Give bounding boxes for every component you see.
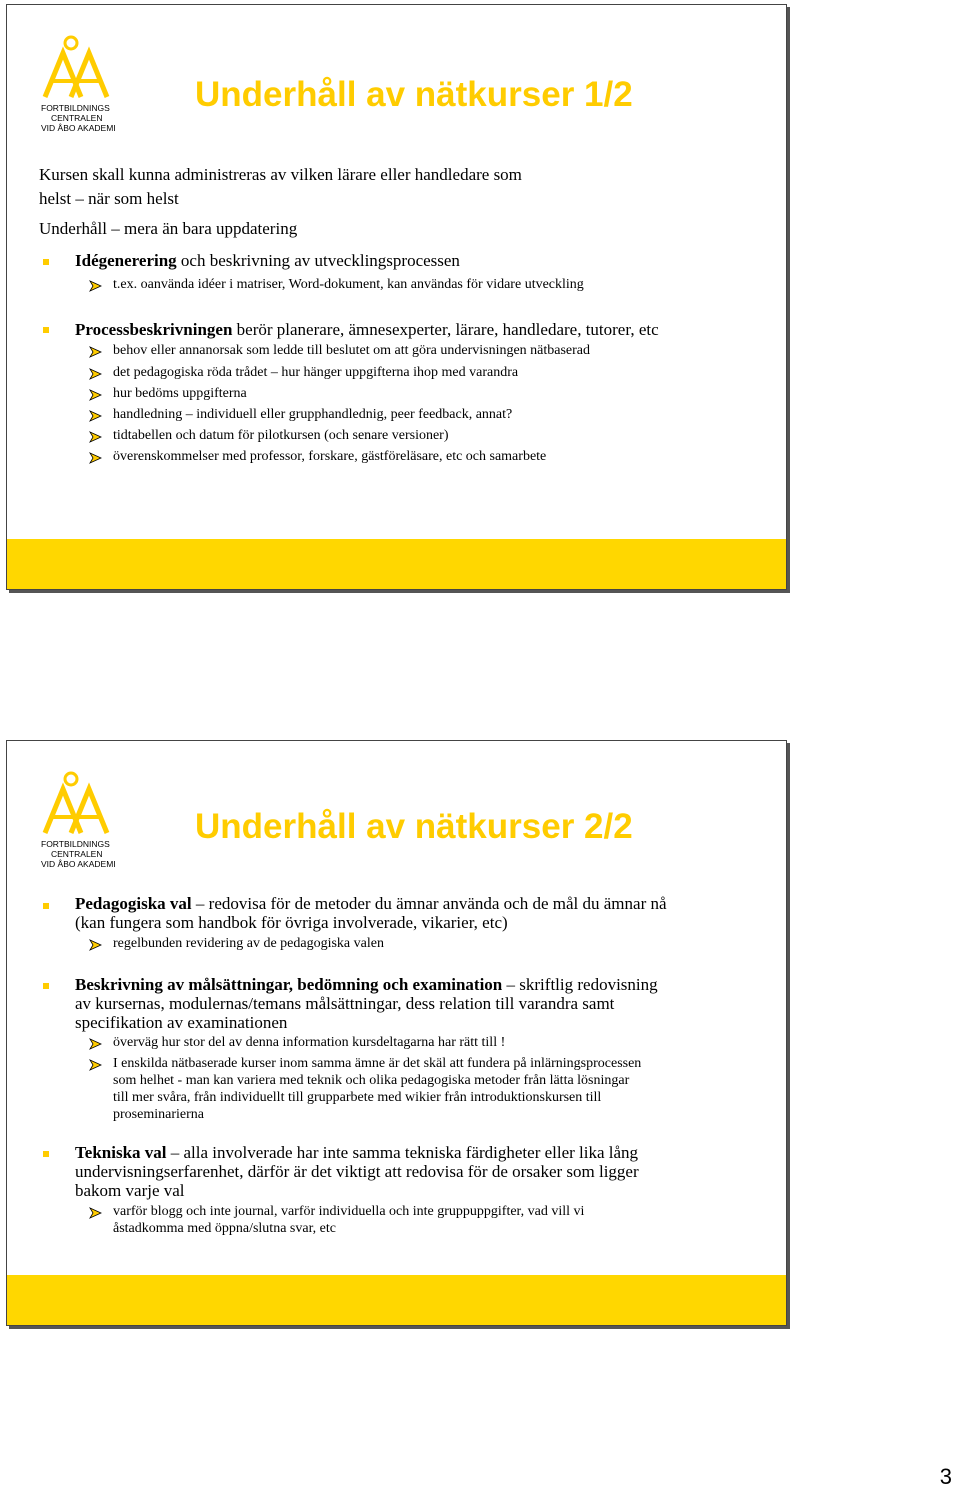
bullet-bold: Tekniska val <box>75 1143 167 1162</box>
bullet-line: bakom varje val <box>75 1181 185 1200</box>
logo-text <box>41 839 121 869</box>
arrow-bullet-icon <box>89 1058 103 1072</box>
logo-line-3: VID ÅBO AKADEMI <box>41 859 116 869</box>
bullet-line: (kan fungera som handbok för övriga involverade, vikarier, etc) <box>75 913 508 932</box>
bullet-text: – skriftlig redovisning <box>502 975 658 994</box>
arrow-bullet-icon <box>89 430 103 444</box>
sub-bullet-line: som helhet - man kan variera med teknik och olika pedagogiska metoder från lätta lösningar <box>113 1073 630 1088</box>
bullet-item <box>75 894 667 914</box>
logo-text <box>41 103 121 133</box>
slide-title: Underhåll av nätkurser 1/2 <box>195 75 633 114</box>
bullet-text: – alla involverade har inte samma tekniska färdigheter eller lika lång <box>166 1143 639 1162</box>
logo-line-3: VID ÅBO AKADEMI <box>41 123 116 133</box>
paragraph-line: Kursen skall kunna administreras av vilken lärare eller handledare som <box>39 165 522 184</box>
bullet-text: och beskrivning av utvecklingsprocessen <box>176 251 460 270</box>
sub-bullet-item: tidtabellen och datum för pilotkursen (och senare versioner) <box>113 428 449 443</box>
sub-bullet-item: regelbunden revidering av de pedagogiska valen <box>113 936 384 951</box>
slide-title: Underhåll av nätkurser 2/2 <box>195 807 633 846</box>
sub-bullet-item: det pedagogiska röda trådet – hur hänger uppgifterna ihop med varandra <box>113 365 519 380</box>
footer-bar <box>7 1275 786 1325</box>
bullet-item <box>75 1143 638 1163</box>
bullet-bold: Beskrivning av målsättningar, bedömning och examination <box>75 975 503 994</box>
aa-logo-icon <box>41 771 121 837</box>
bullet-bold: Idégenerering <box>75 251 177 270</box>
arrow-bullet-icon <box>89 938 103 952</box>
arrow-bullet-icon <box>89 409 103 423</box>
square-bullet-icon <box>43 1151 49 1157</box>
bullet-line: av kursernas, modulernas/temans målsättningar, dess relation till varandra samt <box>75 994 615 1013</box>
bullet-text: berör planerare, ämnesexperter, lärare, handledare, tutorer, etc <box>232 320 659 339</box>
bullet-item <box>75 975 658 995</box>
logo-line-2: CENTRALEN <box>51 849 103 859</box>
sub-bullet-item: varför blogg och inte journal, varför individuella och inte gruppuppgifter, vad vill vi <box>113 1204 585 1219</box>
logo-line-1: FORTBILDNINGS <box>41 839 110 849</box>
page-number: 3 <box>939 1464 952 1489</box>
logo-line-1: FORTBILDNINGS <box>41 103 110 113</box>
aa-logo-icon <box>41 35 121 101</box>
sub-bullet-item: överväg hur stor del av denna information kursdeltagarna har rätt till ! <box>113 1035 506 1050</box>
sub-bullet-item: överenskommelser med professor, forskare, gästföreläsare, etc och samarbete <box>113 449 547 464</box>
arrow-bullet-icon <box>89 279 103 293</box>
sub-bullet-line: till mer svåra, från individuellt till grupparbete med wikier från introduktionskursen till <box>113 1090 602 1105</box>
slide-2 <box>6 740 787 1326</box>
square-bullet-icon <box>43 259 49 265</box>
arrow-bullet-icon <box>89 1206 103 1220</box>
fortbildningscentralen-logo <box>41 771 121 879</box>
arrow-bullet-icon <box>89 1037 103 1051</box>
square-bullet-icon <box>43 983 49 989</box>
bullet-item <box>75 251 460 271</box>
logo-line-2: CENTRALEN <box>51 113 103 123</box>
arrow-bullet-icon <box>89 451 103 465</box>
sub-bullet-line: åstadkomma med öppna/slutna svar, etc <box>113 1221 336 1236</box>
bullet-text: – redovisa för de metoder du ämnar använda och de mål du ämnar nå <box>191 894 667 913</box>
arrow-bullet-icon <box>89 367 103 381</box>
bullet-bold: Pedagogiska val <box>75 894 192 913</box>
slide-1 <box>6 4 787 590</box>
bullet-bold: Processbeskrivningen <box>75 320 233 339</box>
sub-bullet-line: proseminarierna <box>113 1107 204 1122</box>
paragraph-heading: Underhåll – mera än bara uppdatering <box>39 219 298 238</box>
bullet-item <box>75 320 659 340</box>
fortbildningscentralen-logo <box>41 35 121 143</box>
sub-bullet-item: hur bedöms uppgifterna <box>113 386 247 401</box>
footer-bar <box>7 539 786 589</box>
sub-bullet-item: I enskilda nätbaserade kurser inom samma ämne är det skäl att fundera på inlärningsprocessen <box>113 1056 642 1071</box>
sub-bullet-item: t.ex. oanvända idéer i matriser, Word-dokument, kan användas för vidare utveckling <box>113 277 584 292</box>
sub-bullet-item: handledning – individuell eller grupphandlednig, peer feedback, annat? <box>113 407 513 422</box>
arrow-bullet-icon <box>89 388 103 402</box>
square-bullet-icon <box>43 327 49 333</box>
arrow-bullet-icon <box>89 345 103 359</box>
sub-bullet-item: behov eller annanorsak som ledde till beslutet om att göra undervisningen nätbaserad <box>113 343 591 358</box>
bullet-line: undervisningserfarenhet, därför är det viktigt att redovisa för de orsaker som ligger <box>75 1162 639 1181</box>
square-bullet-icon <box>43 903 49 909</box>
paragraph-line: helst – när som helst <box>39 189 179 208</box>
bullet-line: specifikation av examinationen <box>75 1013 288 1032</box>
